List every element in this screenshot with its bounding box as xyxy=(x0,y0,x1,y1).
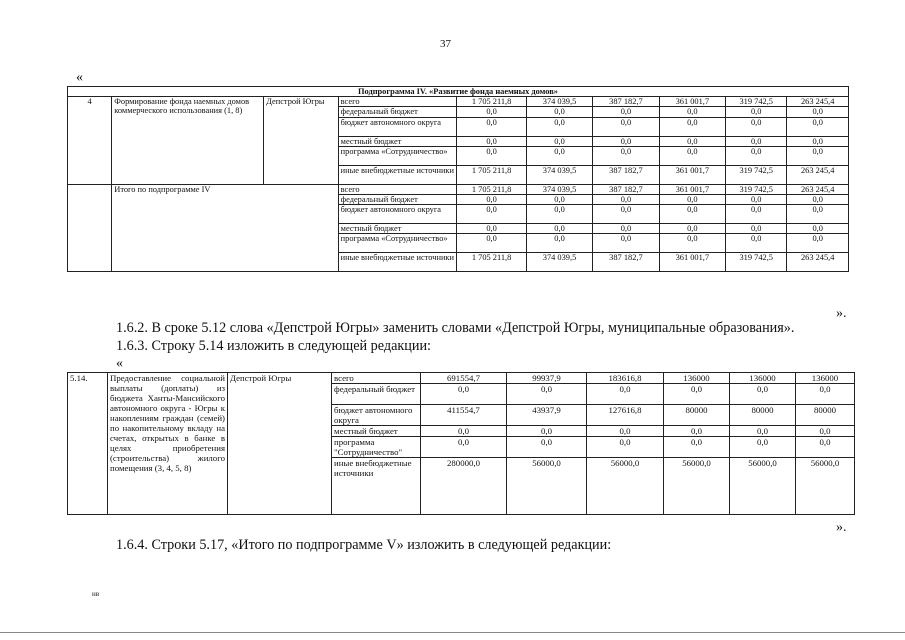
value-cell: 0,0 xyxy=(526,195,592,205)
value-cell: 56000,0 xyxy=(730,458,796,515)
value-cell: 319 742,5 xyxy=(726,184,787,194)
value-cell: 0,0 xyxy=(526,136,592,146)
paragraph-1-6-3: 1.6.3. Строку 5.14 изложить в следующей редакции: xyxy=(116,338,431,354)
source-label: бюджет автономного округа xyxy=(338,117,457,136)
value-cell: 691554,7 xyxy=(421,373,507,384)
value-cell: 43937,9 xyxy=(507,405,587,426)
value-cell: 0,0 xyxy=(587,426,664,437)
value-cell: 0,0 xyxy=(593,195,659,205)
value-cell: 1 705 211,8 xyxy=(457,165,526,184)
value-cell: 0,0 xyxy=(659,224,725,234)
source-label: программа "Сотрудничество" xyxy=(332,437,421,458)
value-cell: 136000 xyxy=(664,373,730,384)
value-cell: 0,0 xyxy=(526,107,592,117)
executor: Депстрой Югры xyxy=(264,97,338,185)
value-cell: 0,0 xyxy=(659,136,725,146)
source-label: иные внебюджетные источники xyxy=(338,253,457,272)
value-cell: 0,0 xyxy=(787,117,849,136)
row-5-14-table xyxy=(67,372,855,515)
value-cell: 0,0 xyxy=(796,437,855,458)
value-cell: 387 182,7 xyxy=(593,97,659,107)
value-cell: 1 705 211,8 xyxy=(457,253,526,272)
value-cell: 0,0 xyxy=(659,205,725,224)
value-cell: 0,0 xyxy=(421,426,507,437)
value-cell: 0,0 xyxy=(659,234,725,253)
value-cell: 0,0 xyxy=(726,224,787,234)
value-cell: 0,0 xyxy=(593,117,659,136)
value-cell: 0,0 xyxy=(587,384,664,405)
value-cell: 280000,0 xyxy=(421,458,507,515)
source-label: программа «Сотрудничество» xyxy=(338,146,457,165)
value-cell: 80000 xyxy=(664,405,730,426)
value-cell: 136000 xyxy=(730,373,796,384)
value-cell: 0,0 xyxy=(593,107,659,117)
value-cell: 263 245,4 xyxy=(787,253,849,272)
value-cell: 0,0 xyxy=(787,107,849,117)
value-cell: 0,0 xyxy=(787,136,849,146)
value-cell: 80000 xyxy=(730,405,796,426)
executor: Депстрой Югры xyxy=(228,373,332,515)
source-label: бюджет автономного округа xyxy=(332,405,421,426)
value-cell: 0,0 xyxy=(526,146,592,165)
value-cell: 361 001,7 xyxy=(659,253,725,272)
footer-initials: нв xyxy=(92,590,100,598)
value-cell: 263 245,4 xyxy=(787,97,849,107)
value-cell: 0,0 xyxy=(457,224,526,234)
value-cell: 56000,0 xyxy=(796,458,855,515)
value-cell: 127616,8 xyxy=(587,405,664,426)
value-cell: 56000,0 xyxy=(507,458,587,515)
value-cell: 99937,9 xyxy=(507,373,587,384)
subprogram-iv-table xyxy=(67,86,849,272)
value-cell: 0,0 xyxy=(593,146,659,165)
value-cell: 183616,8 xyxy=(587,373,664,384)
value-cell: 0,0 xyxy=(664,426,730,437)
value-cell: 0,0 xyxy=(593,224,659,234)
value-cell: 0,0 xyxy=(726,107,787,117)
value-cell: 0,0 xyxy=(787,195,849,205)
source-label: местный бюджет xyxy=(338,224,457,234)
paragraph-1-6-4: 1.6.4. Строки 5.17, «Итого по подпрограмме V» изложить в следующей редакции: xyxy=(116,537,612,553)
value-cell: 0,0 xyxy=(526,205,592,224)
value-cell: 374 039,5 xyxy=(526,184,592,194)
value-cell: 0,0 xyxy=(787,234,849,253)
value-cell: 263 245,4 xyxy=(787,165,849,184)
value-cell: 0,0 xyxy=(659,146,725,165)
value-cell: 0,0 xyxy=(726,234,787,253)
value-cell: 263 245,4 xyxy=(787,184,849,194)
value-cell: 0,0 xyxy=(726,117,787,136)
value-cell: 0,0 xyxy=(726,205,787,224)
source-label: всего xyxy=(332,373,421,384)
row-name: Предоставление социальной выплаты (доплаты) из бюджета Ханты-Мансийского автономного округа - Югры к накоплениям граждан (семей) по накопительному вкладу на счетах, открытых в банке в целях приобретения (строительства) жилого помещения (3, 4, 5, 8) xyxy=(108,373,228,515)
value-cell: 361 001,7 xyxy=(659,184,725,194)
value-cell: 0,0 xyxy=(457,107,526,117)
value-cell: 0,0 xyxy=(507,384,587,405)
value-cell: 0,0 xyxy=(787,146,849,165)
value-cell: 0,0 xyxy=(730,437,796,458)
value-cell: 0,0 xyxy=(421,437,507,458)
total-label: Итого по подпрограмме IV xyxy=(112,184,338,272)
source-label: федеральный бюджет xyxy=(338,195,457,205)
value-cell: 0,0 xyxy=(664,384,730,405)
value-cell: 0,0 xyxy=(726,136,787,146)
value-cell: 56000,0 xyxy=(587,458,664,515)
value-cell: 0,0 xyxy=(526,117,592,136)
value-cell: 411554,7 xyxy=(421,405,507,426)
row-name: Формирование фонда наемных домов коммерческого использования (1, 8) xyxy=(112,97,264,185)
value-cell: 374 039,5 xyxy=(526,97,592,107)
source-label: программа «Сотрудничество» xyxy=(338,234,457,253)
open-quote-1: « xyxy=(76,70,83,85)
value-cell: 387 182,7 xyxy=(593,253,659,272)
value-cell: 0,0 xyxy=(526,234,592,253)
value-cell: 0,0 xyxy=(730,384,796,405)
open-quote-2: « xyxy=(116,356,123,371)
value-cell: 80000 xyxy=(796,405,855,426)
value-cell: 0,0 xyxy=(796,384,855,405)
source-label: федеральный бюджет xyxy=(332,384,421,405)
value-cell: 0,0 xyxy=(659,107,725,117)
bottom-scan-edge xyxy=(0,632,905,633)
source-label: бюджет автономного округа xyxy=(338,205,457,224)
value-cell: 0,0 xyxy=(421,384,507,405)
value-cell: 0,0 xyxy=(796,426,855,437)
row-number: 5.14. xyxy=(68,373,108,515)
subprogram-title: Подпрограмма IV. «Развитие фонда наемных домов» xyxy=(68,87,849,97)
value-cell: 0,0 xyxy=(587,437,664,458)
value-cell: 319 742,5 xyxy=(726,165,787,184)
value-cell: 387 182,7 xyxy=(593,165,659,184)
source-label: всего xyxy=(338,184,457,194)
value-cell: 361 001,7 xyxy=(659,165,725,184)
value-cell: 0,0 xyxy=(457,117,526,136)
value-cell: 0,0 xyxy=(593,234,659,253)
value-cell: 0,0 xyxy=(659,117,725,136)
value-cell: 1 705 211,8 xyxy=(457,97,526,107)
source-label: всего xyxy=(338,97,457,107)
value-cell: 0,0 xyxy=(457,136,526,146)
value-cell: 0,0 xyxy=(664,437,730,458)
value-cell: 0,0 xyxy=(507,437,587,458)
value-cell: 374 039,5 xyxy=(526,253,592,272)
close-quote-1: ». xyxy=(836,306,847,321)
value-cell: 0,0 xyxy=(526,224,592,234)
close-quote-2: ». xyxy=(836,520,847,535)
value-cell: 0,0 xyxy=(787,205,849,224)
value-cell: 0,0 xyxy=(659,195,725,205)
page-number: 37 xyxy=(440,38,451,50)
value-cell: 319 742,5 xyxy=(726,253,787,272)
source-label: иные внебюджетные источники xyxy=(338,165,457,184)
value-cell: 0,0 xyxy=(726,146,787,165)
source-label: местный бюджет xyxy=(338,136,457,146)
value-cell: 0,0 xyxy=(726,195,787,205)
value-cell: 0,0 xyxy=(457,205,526,224)
value-cell: 0,0 xyxy=(507,426,587,437)
value-cell: 1 705 211,8 xyxy=(457,184,526,194)
source-label: местный бюджет xyxy=(332,426,421,437)
paragraph-1-6-2: 1.6.2. В сроке 5.12 слова «Депстрой Югры» заменить словами «Депстрой Югры, муниципальные образования». xyxy=(116,320,795,336)
row-number: 4 xyxy=(68,97,112,185)
value-cell: 319 742,5 xyxy=(726,97,787,107)
value-cell: 361 001,7 xyxy=(659,97,725,107)
value-cell: 136000 xyxy=(796,373,855,384)
value-cell: 374 039,5 xyxy=(526,165,592,184)
value-cell: 0,0 xyxy=(593,205,659,224)
value-cell: 0,0 xyxy=(457,234,526,253)
value-cell: 0,0 xyxy=(787,224,849,234)
empty-cell xyxy=(68,184,112,272)
value-cell: 0,0 xyxy=(593,136,659,146)
source-label: иные внебюджетные источники xyxy=(332,458,421,515)
source-label: федеральный бюджет xyxy=(338,107,457,117)
value-cell: 0,0 xyxy=(730,426,796,437)
value-cell: 56000,0 xyxy=(664,458,730,515)
value-cell: 0,0 xyxy=(457,195,526,205)
value-cell: 387 182,7 xyxy=(593,184,659,194)
value-cell: 0,0 xyxy=(457,146,526,165)
